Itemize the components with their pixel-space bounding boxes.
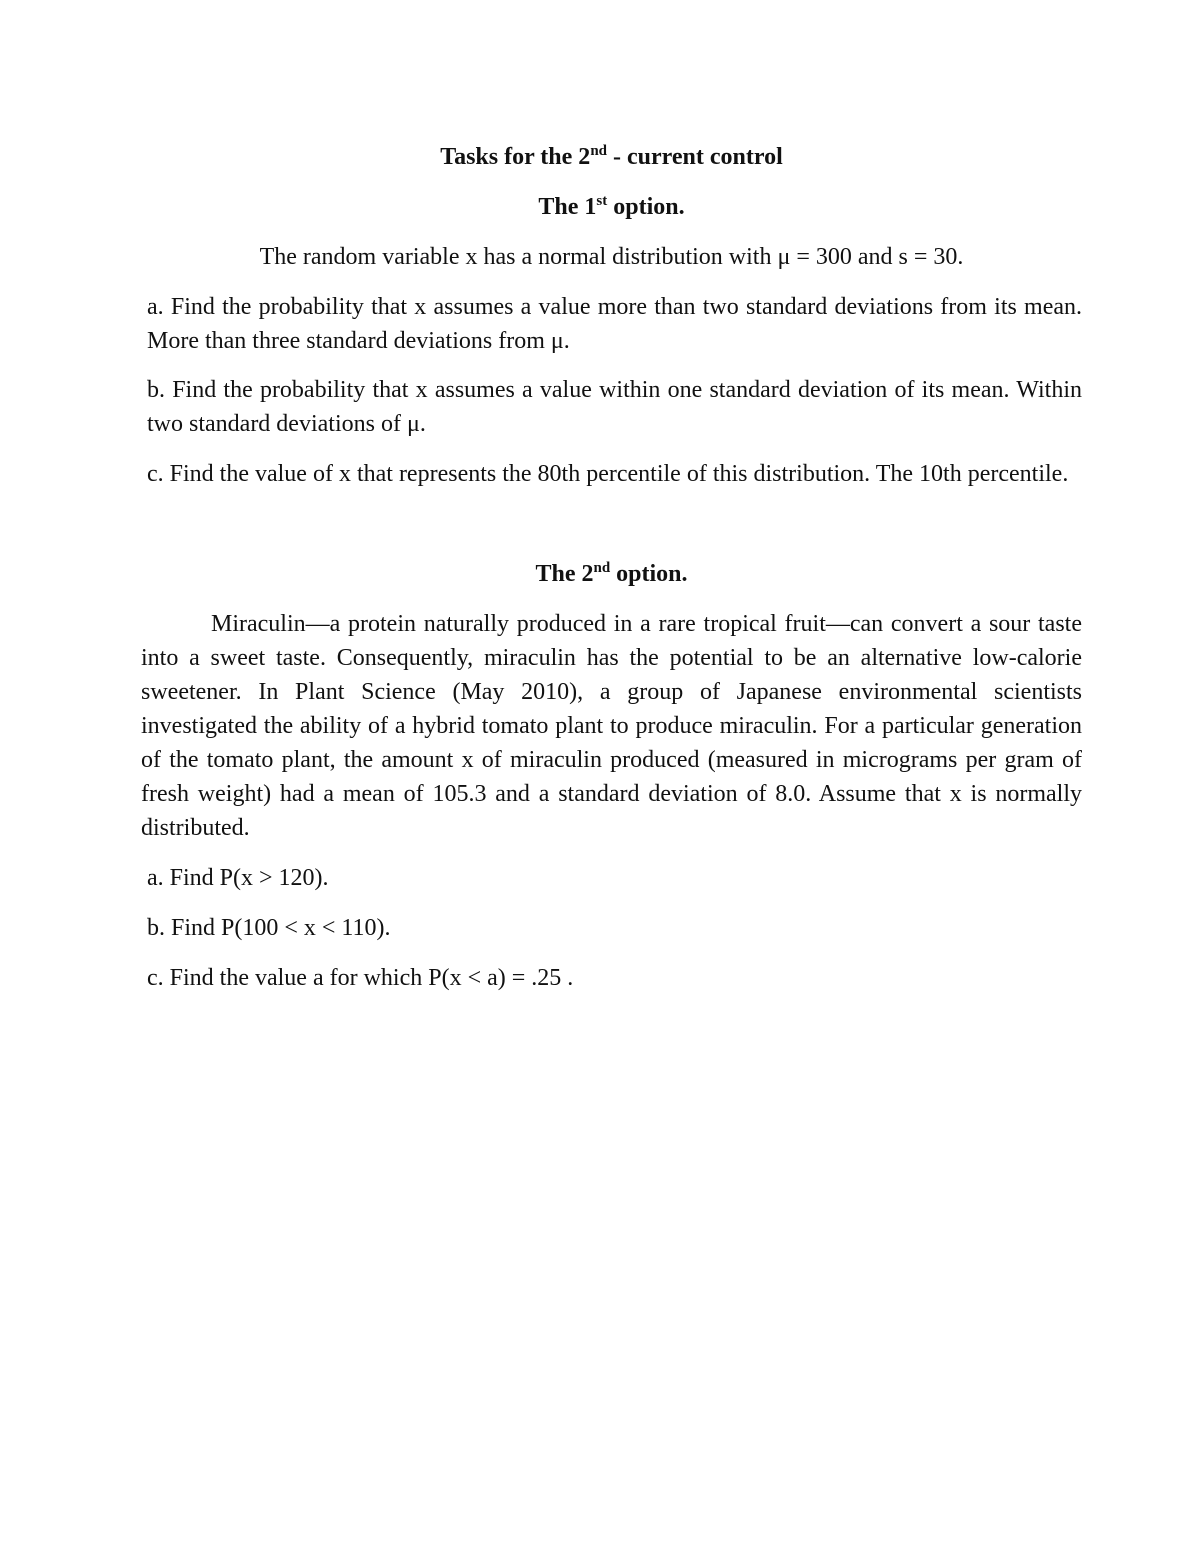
option2-heading-start: The 2 <box>535 561 594 587</box>
option1-heading-end: option. <box>607 194 685 220</box>
document-content <box>141 140 1082 995</box>
option1-heading-superscript: st <box>596 193 608 209</box>
option2-item-c: c. Find the value a for which P(x < a) = .25 . <box>147 965 574 991</box>
option1-heading <box>141 190 1082 224</box>
title-text-start: Tasks for the 2 <box>440 144 591 170</box>
document-title <box>141 140 1082 174</box>
option2-item-b: b. Find P(100 < x < 110). <box>147 915 391 941</box>
option1-intro: The random variable x has a normal distribution with μ = 300 and s = 30. <box>259 244 964 270</box>
option2-heading-end: option. <box>610 561 688 587</box>
title-superscript: nd <box>590 143 607 159</box>
option2-heading <box>141 557 1082 591</box>
option1-heading-start: The 1 <box>538 194 597 220</box>
option2-item-a: a. Find P(x > 120). <box>147 865 329 891</box>
title-text-end: - current control <box>607 144 783 170</box>
option2-paragraph: Miraculin—a protein naturally produced in a rare tropical fruit—can convert a sour taste into a sweet taste. Consequently, miraculin has the potential to be an alternative low-calorie sweetener. In Plant Science (May 2010), a group of Japanese environmental scientists investigated the ability of a hybrid tomato plant to produce miraculin. For a particular generation of the tomato plant, the amount x of miraculin produced (measured in micrograms per gram of fresh weight) had a mean of 105.3 and a standard deviation of 8.0. Assume that x is normally distributed. <box>141 611 1082 841</box>
option2-heading-superscript: nd <box>593 560 611 576</box>
option1-item-a: a. Find the probability that x assumes a value more than two standard deviations from its mean. More than three standard deviations from μ. <box>147 294 1082 354</box>
option1-item-b: b. Find the probability that x assumes a value within one standard deviation of its mean. Within two standard deviations of μ. <box>147 377 1082 437</box>
option1-item-c: c. Find the value of x that represents the 80th percentile of this distribution. The 10th percentile. <box>147 461 1069 487</box>
